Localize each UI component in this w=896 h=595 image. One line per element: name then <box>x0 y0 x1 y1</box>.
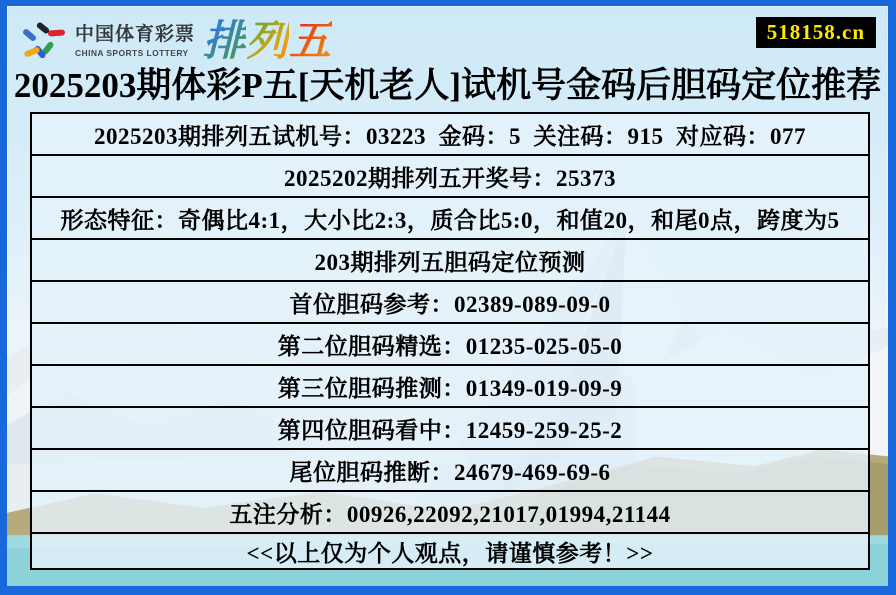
five-bets-analysis-row: 五注分析：00926,22092,21017,01994,21144 <box>30 490 870 534</box>
site-domain-badge: 518158.cn <box>756 17 876 48</box>
logo-stroke-red <box>48 29 65 36</box>
tail-position-row: 尾位胆码推断：24679-469-69-6 <box>30 448 870 492</box>
game-name-pailiewu <box>203 8 332 68</box>
trial-machine-number-row: 2025203期排列五试机号：03223 金码：5 关注码：915 对应码：077 <box>30 112 870 156</box>
game-char-pai: 排 <box>203 8 246 68</box>
fourth-position-row: 第四位胆码看中：12459-259-25-2 <box>30 406 870 450</box>
game-char-wu: 五 <box>289 8 332 68</box>
page-title: 2025203期体彩P五[天机老人]试机号金码后胆码定位推荐 <box>13 66 882 105</box>
pattern-features-row: 形态特征：奇偶比4:1，大小比2:3，质合比5:0，和值20，和尾0点，跨度为5 <box>30 196 870 240</box>
china-sports-lottery-logo-icon <box>21 14 69 61</box>
logo-text-block <box>75 19 195 58</box>
logo-stroke-yellow <box>23 46 40 58</box>
logo-english-name: CHINA SPORTS LOTTERY <box>75 48 189 58</box>
first-position-row: 首位胆码参考：02389-089-09-0 <box>30 280 870 324</box>
logo-chinese-name: 中国体育彩票 <box>75 24 196 45</box>
third-position-row: 第三位胆码推测：01349-019-09-9 <box>30 364 870 408</box>
second-position-row: 第二位胆码精选：01235-025-05-0 <box>30 322 870 366</box>
game-char-lie: 列 <box>246 8 289 68</box>
disclaimer-row: <<以上仅为个人观点，请谨慎参考！>> <box>30 532 870 570</box>
previous-draw-row: 2025202期排列五开奖号：25373 <box>30 154 870 198</box>
info-table <box>30 112 870 570</box>
prediction-section-title-row: 203期排列五胆码定位预测 <box>30 238 870 282</box>
logo-stroke-blue <box>22 28 37 42</box>
